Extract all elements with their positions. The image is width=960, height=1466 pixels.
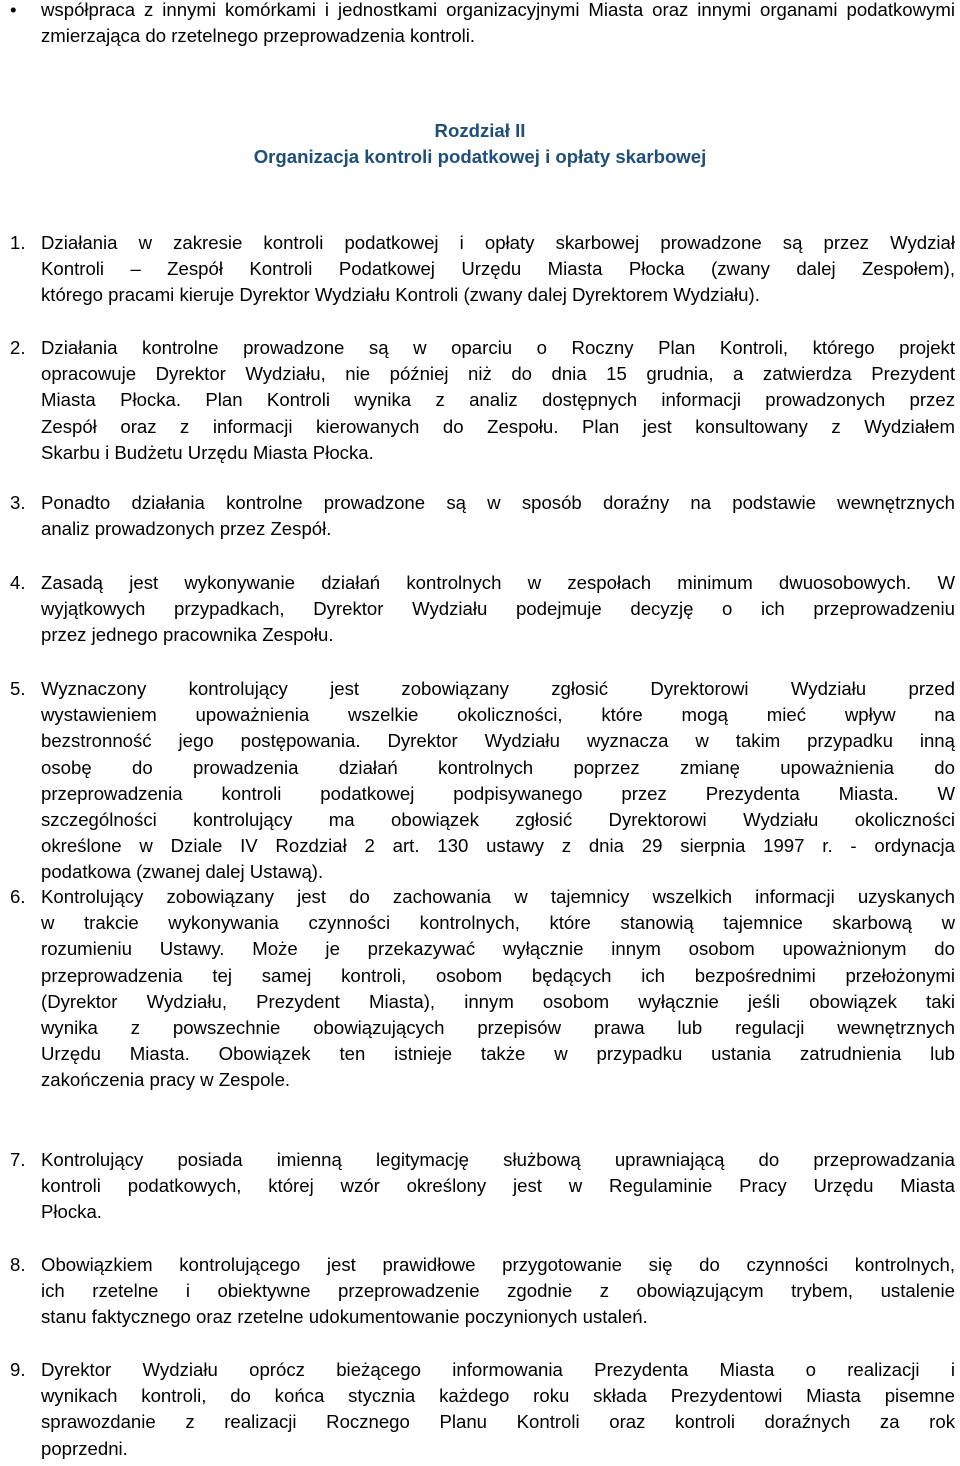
list-item-number: 9. — [10, 1359, 26, 1380]
text-line: rozumieniu Ustawy. Może je przekazywać wyłącznie innym osobom upoważnionym do — [41, 938, 955, 960]
list-item — [10, 1357, 955, 1462]
text-line: Działania w zakresie kontroli podatkowej i opłaty skarbowej prowadzone są przez Wydział — [41, 232, 955, 253]
text-line: wynikach kontroli, do końca stycznia każdego roku składa Prezydentowi Miasta pisemne — [41, 1385, 955, 1407]
text-line: Zasadą jest wykonywanie działań kontrolnych w zespołach minimum dwuosobowych. W — [41, 572, 955, 593]
text-line: sprawozdanie z realizacji Rocznego Planu Kontroli oraz kontroli doraźnych za rok — [41, 1411, 955, 1433]
text-line: Skarbu i Budżetu Urzędu Miasta Płocka. — [41, 441, 374, 463]
bullet-mark: • — [10, 0, 17, 20]
list-item-number: 8. — [10, 1254, 26, 1275]
text-line: osobę do prowadzenia działań kontrolnych poprzez zmianę upoważnienia do — [41, 756, 955, 778]
text-line: Miasta Płocka. Plan Kontroli wynika z analiz dostępnych informacji prowadzonych przez — [41, 389, 955, 411]
list-item — [10, 1147, 955, 1226]
text-line: szczególności kontrolujący ma obowiązek zgłosić Dyrektorowi Wydziału okoliczności — [41, 809, 955, 831]
text-line: wynika z powszechnie obowiązujących przepisów prawa lub regulacji wewnętrznych — [41, 1017, 955, 1039]
list-item — [10, 230, 955, 309]
list-item — [10, 490, 955, 542]
text-line: Płocka. — [41, 1201, 102, 1223]
list-item-number: 7. — [10, 1149, 26, 1170]
text-line: (Dyrektor Wydziału, Prezydent Miasta), innym osobom wyłącznie jeśli obowiązek taki — [41, 990, 955, 1012]
text-line: Zespół oraz z informacji kierowanych do Zespołu. Plan jest konsultowany z Wydziałem — [41, 415, 955, 437]
list-item-text — [41, 1147, 955, 1226]
list-item-text — [41, 490, 955, 542]
list-item-number: 3. — [10, 492, 26, 513]
list-item — [10, 676, 955, 886]
list-item-number: 6. — [10, 886, 26, 907]
list-item-text — [41, 570, 955, 649]
text-line: zakończenia pracy w Zespole. — [41, 1069, 291, 1091]
list-item — [10, 570, 955, 649]
text-line: podatkowa (zwanej dalej Ustawą). — [41, 861, 324, 883]
intro-bullet-text: współpraca z innymi komórkami i jednostkami organizacyjnymi Miasta oraz innymi organami podatkowymi zmierzająca do rzetelnego przeprowadzenia kontroli. — [41, 0, 955, 47]
list-item-text — [41, 230, 955, 309]
list-item — [10, 335, 955, 466]
list-item-text — [41, 676, 955, 886]
text-line: Kontroli – Zespół Kontroli Podatkowej Urzędu Miasta Płocka (zwany dalej Zespołem), — [41, 258, 955, 280]
text-line: w trakcie wykonywania czynności kontrolnych, które stanowią tajemnice skarbową w — [41, 912, 955, 934]
list-item-number: 5. — [10, 678, 26, 699]
text-line: przez jednego pracownika Zespołu. — [41, 624, 334, 646]
text-line: przeprowadzenia kontroli podatkowej podpisywanego przez Prezydenta Miasta. W — [41, 782, 955, 804]
list-item-number: 2. — [10, 337, 26, 358]
text-line: analiz prowadzonych przez Zespół. — [41, 518, 332, 540]
text-line: Działania kontrolne prowadzone są w oparciu o Roczny Plan Kontroli, którego projekt — [41, 337, 955, 358]
text-line: określone w Dziale IV Rozdział 2 art. 130 ustawy z dnia 29 sierpnia 1997 r. - ordynacja — [41, 835, 955, 857]
intro-bullet-item — [10, 0, 955, 49]
text-line: Kontrolujący zobowiązany jest do zachowania w tajemnicy wszelkich informacji uzyskanych — [41, 886, 955, 907]
chapter-title: Organizacja kontroli podatkowej i opłaty skarbowej — [253, 146, 707, 167]
text-line: przeprowadzenia tej samej kontroli, osobom będących ich bezpośrednimi przełożonymi — [41, 964, 955, 986]
text-line: Ponadto działania kontrolne prowadzone są w sposób doraźny na podstawie wewnętrznych — [41, 492, 955, 513]
list-item-text — [41, 884, 955, 1094]
text-line: opracowuje Dyrektor Wydziału, nie później niż do dnia 15 grudnia, a zatwierdza Prezydent — [41, 363, 955, 385]
text-line: poprzedni. — [41, 1437, 128, 1459]
text-line: bezstronność jego postępowania. Dyrektor Wydziału wyznacza w takim przypadku inną — [41, 730, 955, 752]
chapter-number: Rozdział II — [434, 120, 526, 141]
list-item-text — [41, 335, 955, 466]
text-line: stanu faktycznego oraz rzetelne udokumentowanie poczynionych ustaleń. — [41, 1306, 648, 1328]
list-item — [10, 884, 955, 1094]
text-line: wystawieniem upoważnienia wszelkie okoliczności, które mogą mieć wpływ na — [41, 704, 955, 726]
text-line: Urzędu Miasta. Obowiązek ten istnieje także w przypadku ustania zatrudnienia lub — [41, 1043, 955, 1065]
list-item-number: 1. — [10, 232, 26, 253]
list-item-number: 4. — [10, 572, 26, 593]
list-item-text — [41, 1252, 955, 1331]
text-line: ich rzetelne i obiektywne przeprowadzenie zgodnie z obowiązującym trybem, ustalenie — [41, 1280, 955, 1302]
list-item-text — [41, 1357, 955, 1462]
text-line: Wyznaczony kontrolujący jest zobowiązany zgłosić Dyrektorowi Wydziału przed — [41, 678, 955, 699]
list-item — [10, 1252, 955, 1331]
text-line: Kontrolujący posiada imienną legitymację służbową uprawniającą do przeprowadzania — [41, 1149, 955, 1170]
text-line: kontroli podatkowych, której wzór określony jest w Regulaminie Pracy Urzędu Miasta — [41, 1175, 955, 1197]
text-line: wyjątkowych przypadkach, Dyrektor Wydziału podejmuje decyzję o ich przeprowadzeniu — [41, 598, 955, 620]
text-line: Obowiązkiem kontrolującego jest prawidłowe przygotowanie się do czynności kontrolnych, — [41, 1254, 955, 1275]
text-line: którego pracami kieruje Dyrektor Wydziału Kontroli (zwany dalej Dyrektorem Wydziału). — [41, 284, 760, 306]
text-line: Dyrektor Wydziału oprócz bieżącego informowania Prezydenta Miasta o realizacji i — [41, 1359, 955, 1380]
